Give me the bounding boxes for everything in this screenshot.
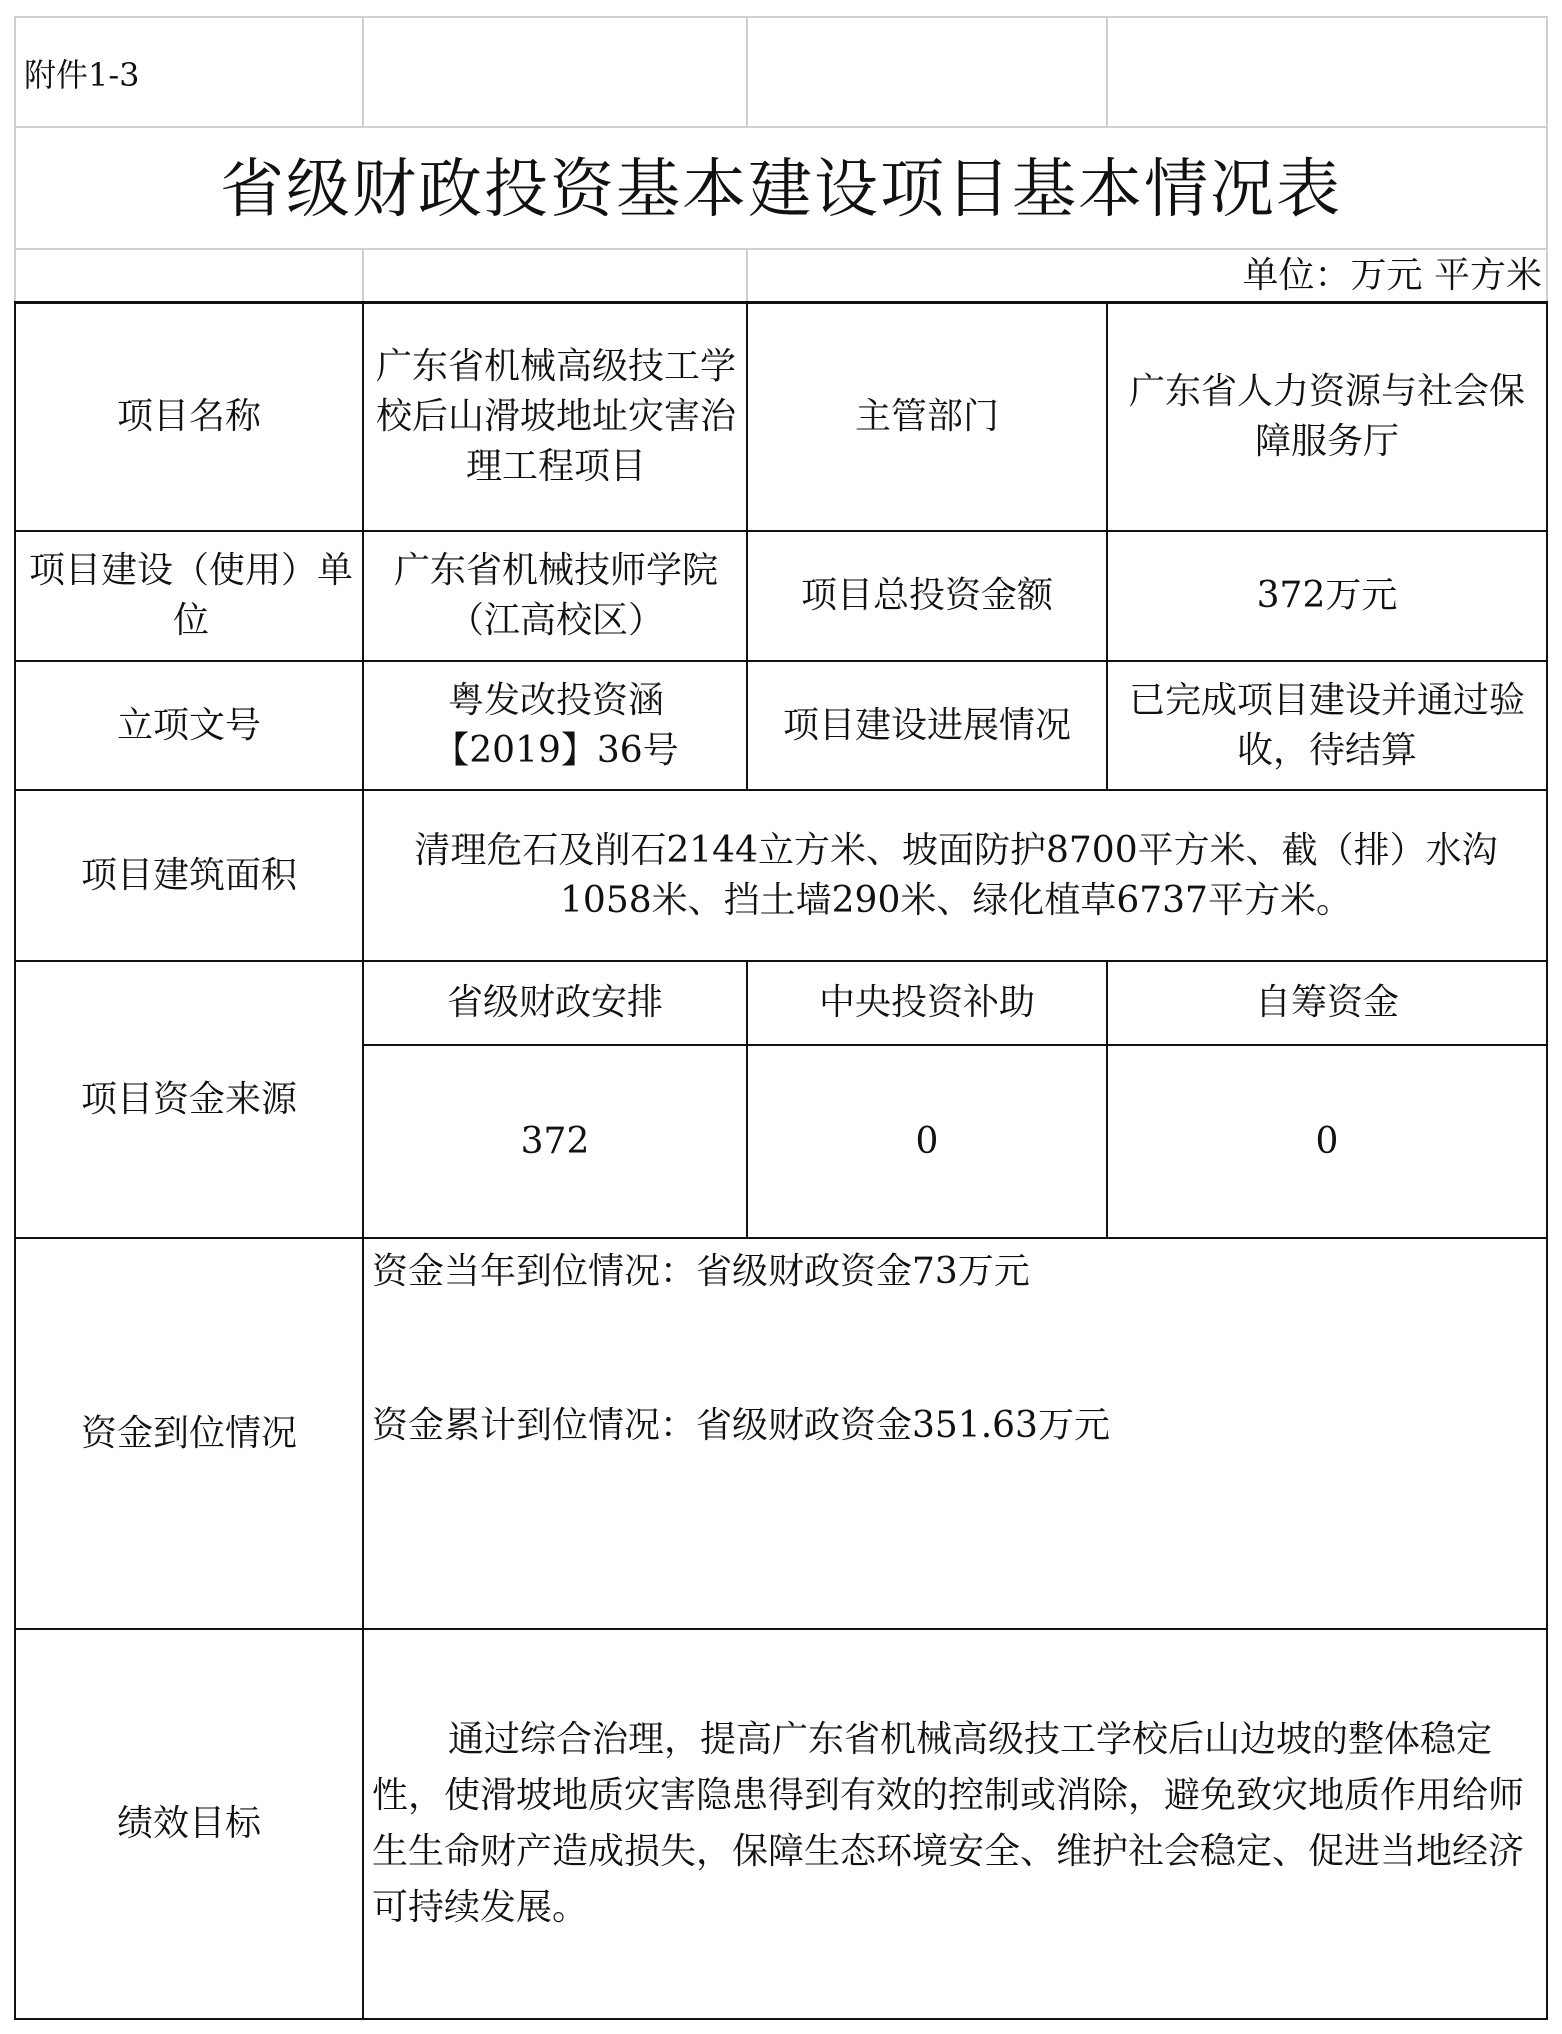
gridline bbox=[14, 16, 1548, 18]
gridline bbox=[362, 16, 364, 128]
project-name-value: 广东省机械高级技工学校后山滑坡地址灾害治理工程项目 bbox=[375, 346, 736, 487]
approval-value: 粤发改投资涵【2019】36号 bbox=[433, 679, 679, 771]
area-value: 清理危石及削石2144立方米、坡面防护8700平方米、截（排）水沟1058米、挡土墙290米、绿化植草6737平方米。 bbox=[414, 829, 1498, 921]
unit-note: 单位：万元 平方米 bbox=[1242, 255, 1542, 296]
funding-header-central: 中央投资补助 bbox=[818, 982, 1035, 1023]
arrival-year: 资金当年到位情况：省级财政资金73万元 bbox=[372, 1251, 1030, 1292]
table-border bbox=[1546, 301, 1548, 2020]
builder-value: 广东省机械技师学院（江高校区） bbox=[393, 550, 718, 641]
goal-text: 通过综合治理，提高广东省机械高级技工学校后山边坡的整体稳定性，使滑坡地质灾害隐患得到有效的控制或消除，避免致灾地质作用给师生生命财产造成损失，保障生态环境安全、维护社会稳定、促进当地经济可持续发展。 bbox=[372, 1719, 1525, 1928]
builder-label: 项目建设（使用）单位 bbox=[28, 550, 353, 641]
attachment-label: 附件1-3 bbox=[24, 56, 140, 94]
progress-label: 项目建设进展情况 bbox=[782, 704, 1071, 746]
gridline bbox=[1546, 16, 1548, 302]
department-value: 广东省人力资源与社会保障服务厅 bbox=[1128, 371, 1525, 462]
arrival-label: 资金到位情况 bbox=[80, 1412, 297, 1454]
gridline bbox=[14, 126, 1548, 128]
gridline bbox=[1106, 16, 1108, 128]
funding-value-central: 0 bbox=[915, 1120, 939, 1162]
progress-value: 已完成项目建设并通过验收，待结算 bbox=[1128, 679, 1525, 771]
funding-header-self: 自筹资金 bbox=[1254, 982, 1399, 1023]
gridline bbox=[362, 248, 364, 302]
page-title: 省级财政投资基本建设项目基本情况表 bbox=[220, 153, 1342, 227]
arrival-total: 资金累计到位情况：省级财政资金351.63万元 bbox=[372, 1405, 1110, 1446]
funding-label: 项目资金来源 bbox=[80, 1078, 297, 1120]
project-name-label: 项目名称 bbox=[116, 396, 261, 437]
funding-header-provincial: 省级财政安排 bbox=[446, 982, 663, 1023]
funding-value-self: 0 bbox=[1315, 1120, 1339, 1162]
approval-label: 立项文号 bbox=[116, 704, 261, 746]
gridline bbox=[746, 16, 748, 128]
table-border bbox=[14, 2018, 1548, 2020]
total-investment-label: 项目总投资金额 bbox=[800, 575, 1053, 616]
gridline bbox=[746, 248, 748, 302]
department-label: 主管部门 bbox=[854, 396, 999, 437]
total-investment-value: 372万元 bbox=[1256, 575, 1398, 616]
area-label: 项目建筑面积 bbox=[80, 854, 297, 896]
goal-label: 绩效目标 bbox=[116, 1803, 261, 1844]
funding-value-provincial: 372 bbox=[520, 1120, 590, 1162]
